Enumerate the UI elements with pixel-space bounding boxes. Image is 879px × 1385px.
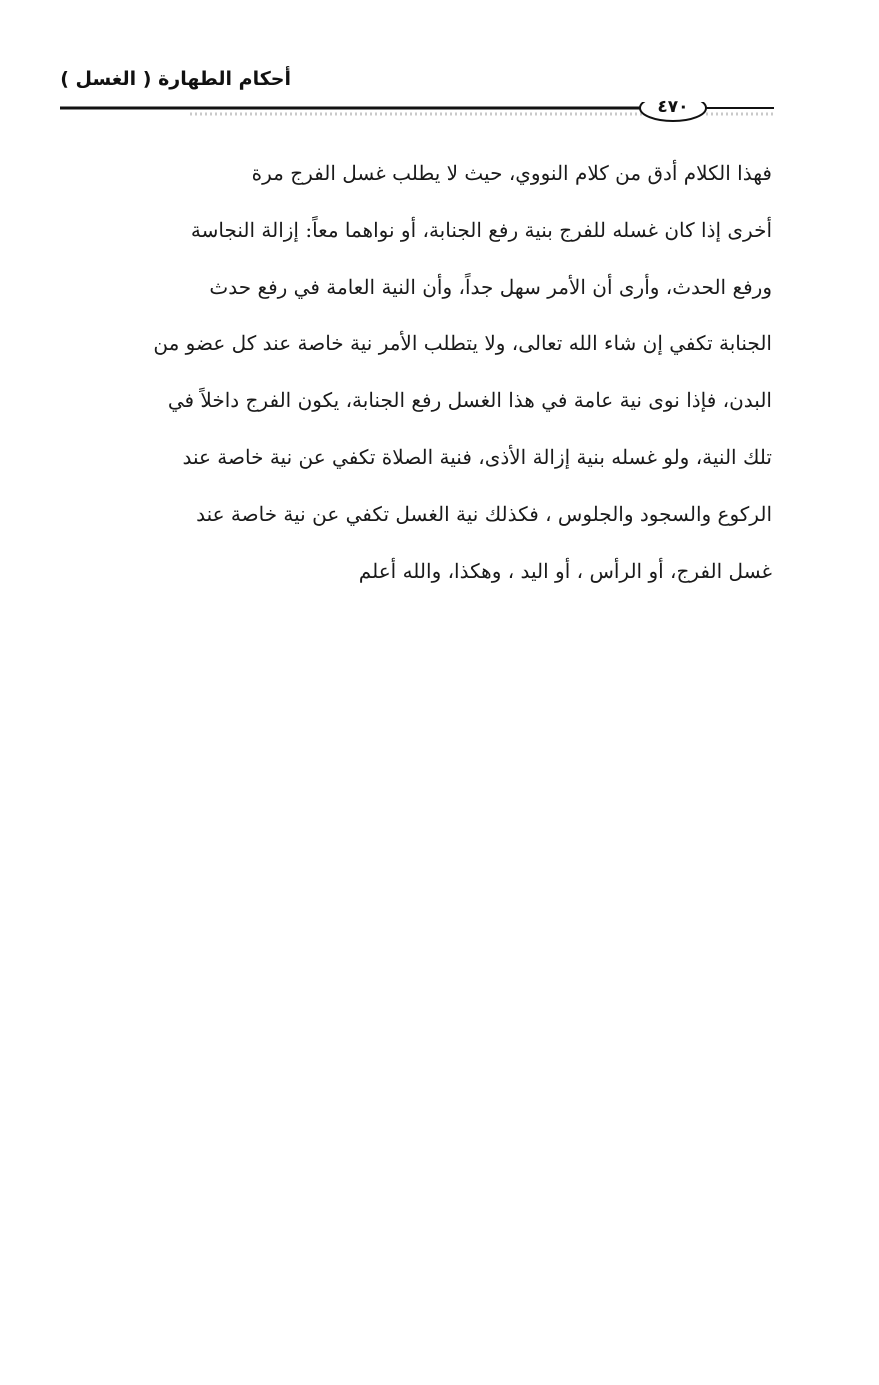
text-line: البدن، فإذا نوى نية عامة في هذا الغسل رفع الجنابة، يكون الفرج داخلاً في [167, 388, 772, 413]
text-line: تلك النية، ولو غسله بنية إزالة الأذى، فنية الصلاة تكفي عن نية خاصة عند [182, 444, 772, 469]
text-line: أخرى إذا كان غسله للفرج بنية رفع الجنابة، أو نواهما معاً: إزالة النجاسة [190, 217, 772, 242]
text-line: غسل الفرج، أو الرأس ، أو اليد ، وهكذا، والله أعلم [358, 558, 772, 583]
text-line: فهذا الكلام أدق من كلام النووي، حيث لا يطلب غسل الفرج مرة [251, 161, 772, 185]
text-line: الجنابة تكفي إن شاء الله تعالى، ولا يتطلب الأمر نية خاصة عند كل عضو من [153, 331, 772, 356]
body-paragraph [60, 145, 772, 599]
page-number: ٤٧٠ [657, 97, 689, 117]
running-header-title: أحكام الطهارة ( الغسل ) [60, 68, 291, 90]
text-line: ورفع الحدث، وأرى أن الأمر سهل جداً، وأن النية العامة في رفع حدث [209, 274, 772, 299]
text-line: الركوع والسجود والجلوس ، فكذلك نية الغسل تكفي عن نية خاصة عند [196, 501, 772, 526]
